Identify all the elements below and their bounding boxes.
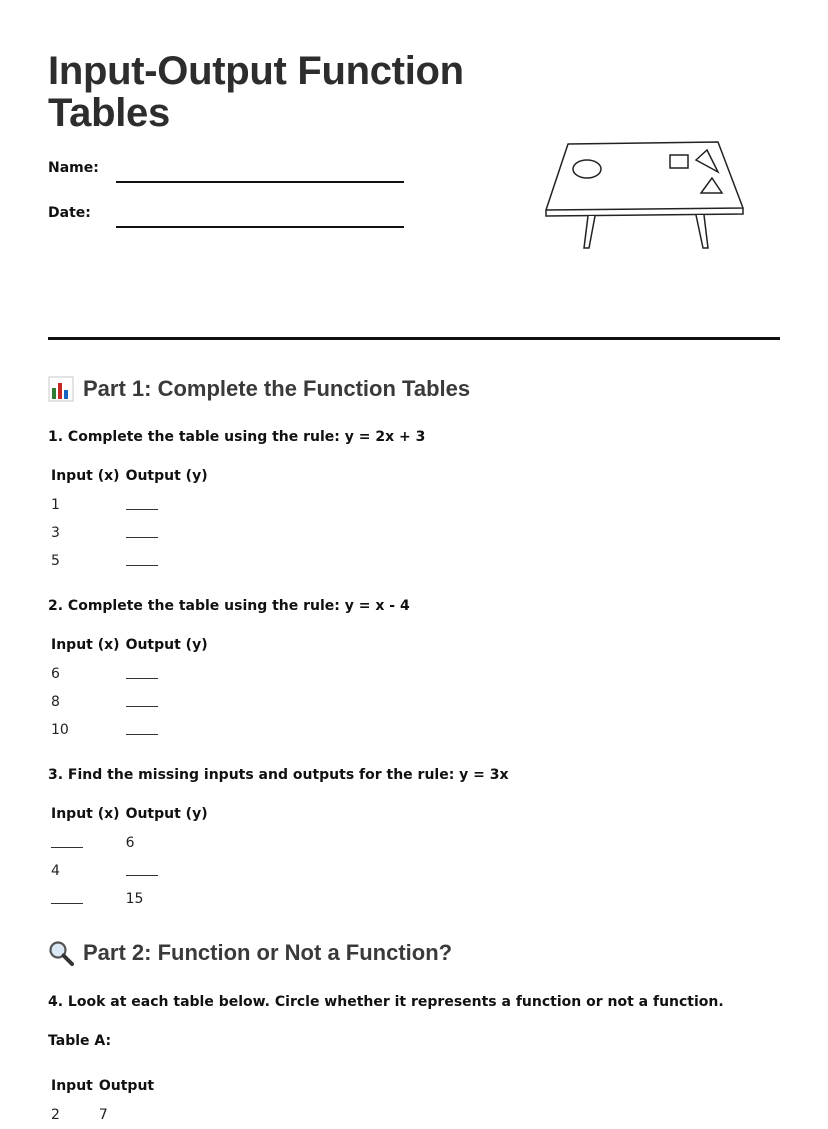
table-row <box>48 491 211 519</box>
table-a <box>48 1071 157 1129</box>
input-cell: 3 <box>51 525 60 541</box>
table-row <box>48 688 211 716</box>
part2-heading <box>48 940 452 966</box>
page-title: Input-Output Function Tables <box>48 49 464 135</box>
answer-blank[interactable] <box>51 835 83 848</box>
magnifying-glass-icon <box>48 940 74 966</box>
table-row <box>48 1101 157 1129</box>
column-header-output: Output (y) <box>125 806 208 822</box>
answer-blank[interactable] <box>126 497 158 510</box>
column-header-output: Output <box>98 1078 155 1094</box>
date-field[interactable] <box>116 226 404 228</box>
table-row <box>48 857 211 885</box>
input-cell: 5 <box>51 553 60 569</box>
input-cell: 6 <box>51 666 60 682</box>
column-header-input: Input (x) <box>51 637 120 653</box>
table-row <box>48 519 211 547</box>
answer-blank[interactable] <box>126 525 158 538</box>
desk-illustration <box>540 138 750 256</box>
input-cell: 4 <box>51 863 60 879</box>
table-row <box>48 885 211 913</box>
table-row <box>48 547 211 575</box>
name-label: Name: <box>48 160 99 176</box>
table-row <box>48 660 211 688</box>
question-2: 2. Complete the table using the rule: y = x - 4 <box>48 598 410 614</box>
table-q3 <box>48 799 211 913</box>
answer-blank[interactable] <box>126 553 158 566</box>
answer-blank[interactable] <box>126 863 158 876</box>
input-cell: 10 <box>51 722 69 738</box>
table-q1 <box>48 461 211 575</box>
input-cell: 8 <box>51 694 60 710</box>
column-header-input: Input <box>51 1078 93 1094</box>
table-q2 <box>48 630 211 744</box>
column-header-output: Output (y) <box>125 637 208 653</box>
table-row <box>48 716 211 744</box>
output-cell: 15 <box>125 891 144 907</box>
date-label: Date: <box>48 205 91 221</box>
name-field[interactable] <box>116 181 404 183</box>
question-3: 3. Find the missing inputs and outputs for the rule: y = 3x <box>48 767 509 783</box>
column-header-input: Input (x) <box>51 468 120 484</box>
table-a-label: Table A: <box>48 1033 112 1049</box>
answer-blank[interactable] <box>126 666 158 679</box>
output-cell: 7 <box>98 1107 108 1123</box>
bar-chart-icon <box>48 376 74 402</box>
part1-heading <box>48 376 470 402</box>
input-cell: 2 <box>51 1107 60 1123</box>
answer-blank[interactable] <box>126 694 158 707</box>
column-header-input: Input (x) <box>51 806 120 822</box>
output-cell: 6 <box>125 835 135 851</box>
part2-heading-text: Part 2: Function or Not a Function? <box>83 940 453 965</box>
answer-blank[interactable] <box>126 722 158 735</box>
column-header-output: Output (y) <box>125 468 208 484</box>
input-cell: 1 <box>51 497 60 513</box>
section-divider <box>48 337 780 340</box>
part1-heading-text: Part 1: Complete the Function Tables <box>83 376 471 401</box>
answer-blank[interactable] <box>51 891 83 904</box>
question-1: 1. Complete the table using the rule: y = 2x + 3 <box>48 429 426 445</box>
table-row <box>48 829 211 857</box>
question-4: 4. Look at each table below. Circle whether it represents a function or not a function. <box>48 994 724 1010</box>
